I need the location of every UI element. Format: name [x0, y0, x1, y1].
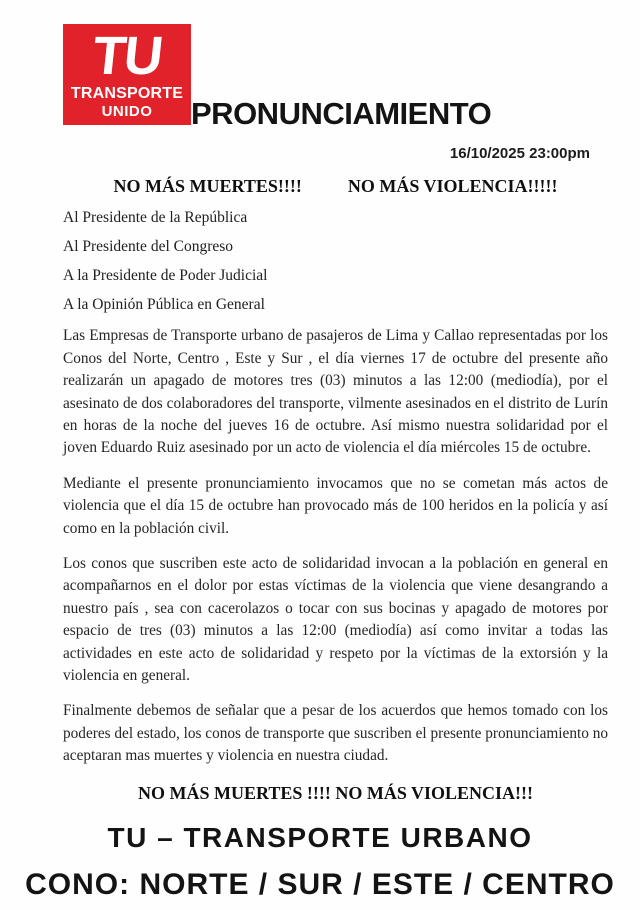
addressee-line: A la Opinión Pública en General — [63, 296, 265, 314]
signature-cono-list: CONO: NORTE / SUR / ESTE / CENTRO — [25, 868, 615, 901]
document-datetime: 16/10/2025 23:00pm — [449, 145, 590, 162]
body-paragraph: Las Empresas de Transporte urbano de pasajeros de Lima y Callao representadas por los Conos del Norte, Centro , Este y Sur , el día viernes 17 de octubre del presente año realizarán un apagado de motores tres (03) minutos a las 12:00 (mediodía), por el asesinato de dos colaboradores del transporte, vilmente asesinados en el distrito de Lurín en horas de la noche del jueves 16 de octubre. Así mismo nuestra solidaridad por el joven Eduardo Ruiz asesinado por un acto de violencia el día miércoles 15 de octubre. — [63, 327, 608, 457]
document-body — [63, 176, 608, 804]
logo-transporte-label: TRANSPORTE — [70, 85, 184, 102]
signature-block — [0, 822, 640, 902]
paragraph-block — [63, 325, 608, 767]
addressee-list — [63, 209, 608, 315]
addressee-line: Al Presidente del Congreso — [63, 238, 234, 256]
addressee-line: Al Presidente de la República — [63, 209, 248, 226]
logo-unido-label: UNIDO — [101, 102, 153, 120]
addressee-line: A la Presidente de Poder Judicial — [63, 267, 268, 285]
closing-slogan: NO MÁS MUERTES !!!! NO MÁS VIOLENCIA!!! — [137, 782, 534, 803]
logo-tu-monogram: TU — [89, 26, 165, 86]
body-paragraph: Mediante el presente pronunciamiento invocamos que no se cometan más actos de violencia que el día 15 de octubre han provocado más de 100 heridos en la policía y así como en la población civil. — [63, 474, 608, 537]
headline-row — [63, 176, 608, 197]
body-paragraph: Finalmente debemos de señalar que a pesar de los acuerdos que hemos tomado con los poderes del estado, los conos de transporte que suscriben el presente pronunciamiento no aceptaran mas muertes y violencia en nuestra ciudad. — [63, 702, 609, 765]
document-title: PRONUNCIAMIENTO — [191, 96, 492, 131]
signature-org-name: TU – TRANSPORTE URBANO — [107, 822, 533, 853]
headline-no-mas-muertes: NO MÁS MUERTES!!!! — [113, 176, 302, 196]
transporte-unido-logo — [63, 24, 191, 125]
body-paragraph: Los conos que suscriben este acto de solidaridad invocan a la población en general en acompañarnos en el dolor por estas víctimas de la violencia que viene desangrando a nuestro país , sea con cacerolazos o tocar con sus bocinas y apagado de motores por espacio de tres (03) minutos a las 12:00 (mediodía) así como invitar a todas las actividades en este acto de solidaridad y respeto por la víctimas de la extorsión y la violencia en general. — [63, 555, 608, 685]
headline-no-mas-violencia: NO MÁS VIOLENCIA!!!!! — [347, 176, 558, 196]
